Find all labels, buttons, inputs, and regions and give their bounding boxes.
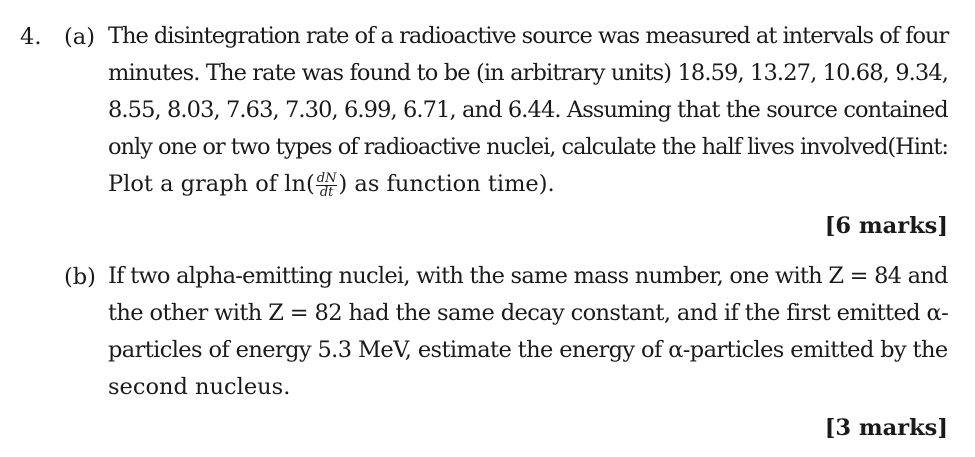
part-a-line-4: only one or two types of radioactive nuclei, calculate the half lives involved(Hint: [108,134,948,160]
part-b-line-1: If two alpha-emitting nuclei, with the same mass number, one with Z = 84 and [108,263,948,289]
part-b-text [108,258,948,406]
part-b-line-3: particles of energy 5.3 MeV, estimate the energy of α-particles emitted by the [108,337,948,363]
part-a-line-5-start: Plot a graph of ln( [108,171,315,197]
part-a-text [108,18,948,203]
part-a-line-5-end: ) as function time). [338,171,555,197]
part-b-line-4: second nucleus. [108,374,291,400]
part-a-marks: [6 marks] [824,213,948,239]
part-a-line-1: The disintegration rate of a radioactive source was measured at intervals of four [108,23,949,49]
fraction-denominator: dt [319,184,334,200]
dn-dt-fraction [316,172,338,199]
question-number: 4. [20,24,42,50]
part-b-label: (b) [64,264,96,290]
part-b-marks: [3 marks] [824,415,948,441]
part-a-line-2: minutes. The rate was found to be (in arbitrary units) 18.59, 13.27, 10.68, 9.34, [108,60,949,86]
part-a-line-5 [108,166,948,203]
part-a-line-3: 8.55, 8.03, 7.63, 7.30, 6.99, 6.71, and 6.44. Assuming that the source contained [108,97,948,123]
fraction-numerator: dN [316,170,337,186]
part-b-line-2: the other with Z = 82 had the same decay constant, and if the first emitted α- [108,300,949,326]
part-a-label: (a) [64,24,95,50]
